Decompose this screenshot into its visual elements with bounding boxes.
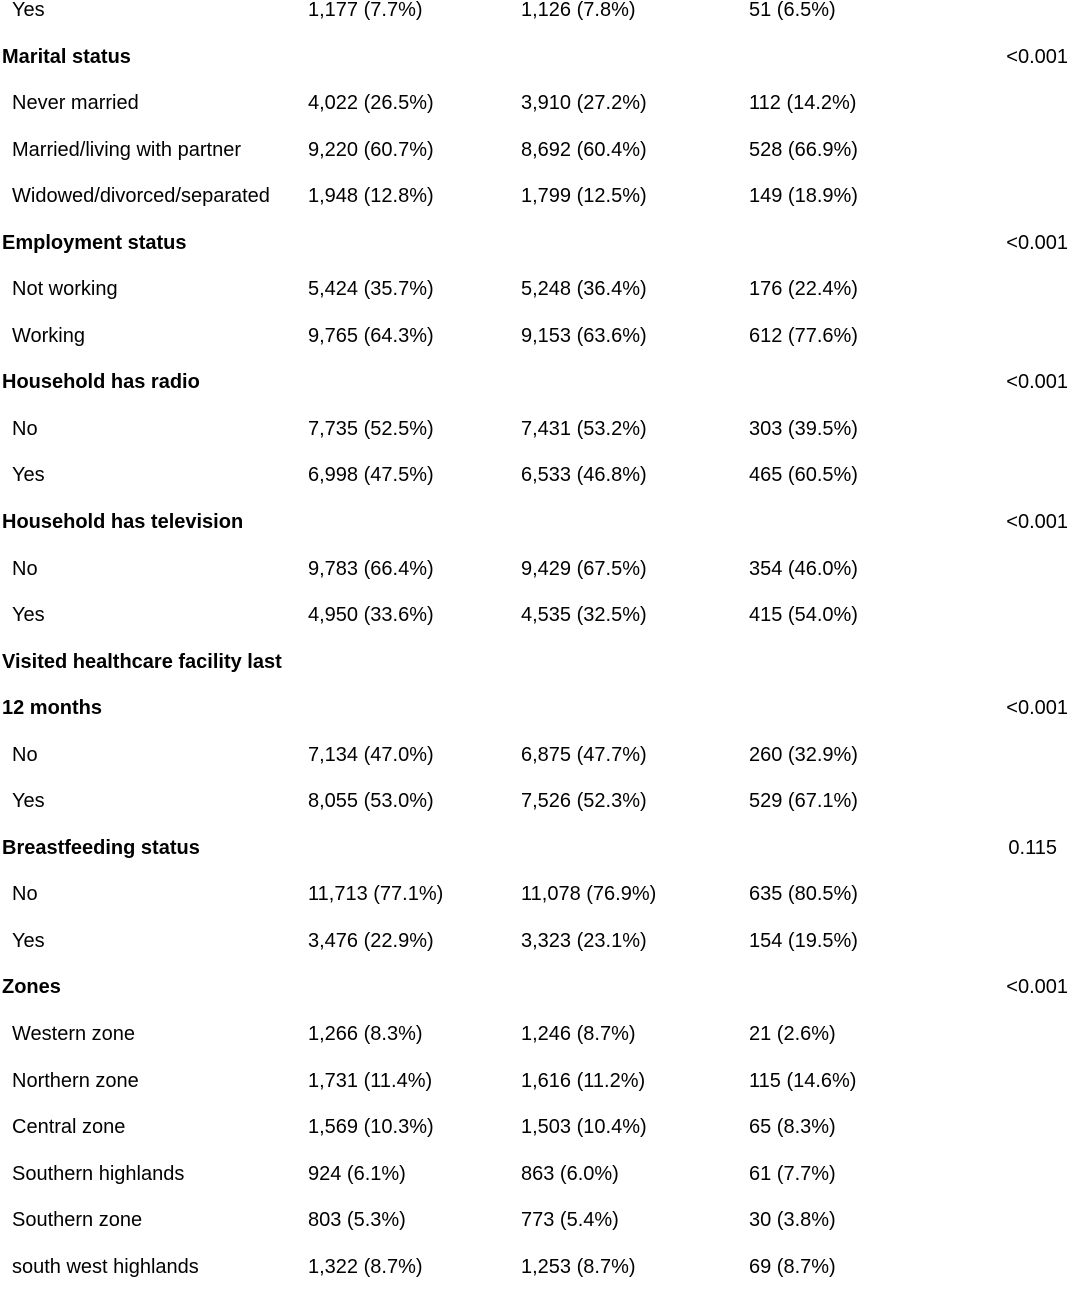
group-b-cell: 112 (14.2%) [749,92,857,115]
group-a-cell: 1,246 (8.7%) [521,1023,636,1046]
table-section-header [0,34,1068,81]
group-a-cell: 3,323 (23.1%) [521,929,647,952]
group-b-cell: 354 (46.0%) [749,557,858,580]
group-b-cell: 149 (18.9%) [749,185,858,208]
group-a-cell: 9,429 (67.5%) [521,557,647,580]
table-section-header [0,220,1068,267]
total-cell: 7,735 (52.5%) [308,417,434,440]
total-cell: 7,134 (47.0%) [308,743,434,766]
p-value-cell: <0.001 [1006,697,1068,720]
total-cell: 4,950 (33.6%) [308,604,434,627]
group-a-cell: 5,248 (36.4%) [521,278,647,301]
group-b-cell: 115 (14.6%) [749,1069,857,1092]
group-b-cell: 303 (39.5%) [749,417,858,440]
row-label: Northern zone [12,1069,139,1092]
p-value-cell: <0.001 [1006,371,1068,394]
group-a-cell: 9,153 (63.6%) [521,324,647,347]
group-a-cell: 7,526 (52.3%) [521,790,647,813]
table-row [0,266,1068,313]
row-label: Breastfeeding status [2,836,200,859]
total-cell: 8,055 (53.0%) [308,790,434,813]
group-b-cell: 21 (2.6%) [749,1023,836,1046]
group-a-cell: 7,431 (53.2%) [521,417,647,440]
row-label: Western zone [12,1023,136,1046]
total-cell: 6,998 (47.5%) [308,464,434,487]
table-row [0,1244,1068,1290]
group-a-cell: 6,875 (47.7%) [521,743,647,766]
table-row [0,1011,1068,1058]
row-label: 12 months [2,697,103,720]
group-a-cell: 4,535 (32.5%) [521,604,647,627]
total-cell: 1,177 (7.7%) [308,0,423,21]
total-cell: 803 (5.3%) [308,1209,406,1232]
table-row [0,0,1068,34]
group-b-cell: 528 (66.9%) [749,138,858,161]
table-row [0,313,1068,360]
table-section-header [0,825,1068,872]
table-row [0,173,1068,220]
group-a-cell: 1,126 (7.8%) [521,0,636,21]
row-label: Southern highlands [12,1162,185,1185]
group-b-cell: 61 (7.7%) [749,1162,836,1185]
table-row [0,732,1068,779]
row-label: Southern zone [12,1209,143,1232]
p-value-cell: 0.115 [1008,836,1057,859]
table-row [0,1197,1068,1244]
row-label: Visited healthcare facility last [2,650,282,673]
group-b-cell: 65 (8.3%) [749,1116,836,1139]
p-value-cell: <0.001 [1006,511,1068,534]
table-row [0,1104,1068,1151]
table-section-header [0,685,1068,732]
table-row [0,406,1068,453]
row-label: Marital status [2,45,131,68]
group-b-cell: 51 (6.5%) [749,0,836,21]
group-a-cell: 1,503 (10.4%) [521,1116,647,1139]
row-label: Married/living with partner [12,138,241,161]
group-a-cell: 1,799 (12.5%) [521,185,647,208]
row-label: Household has television [2,511,244,534]
group-b-cell: 529 (67.1%) [749,790,858,813]
total-cell: 1,948 (12.8%) [308,185,434,208]
total-cell: 9,783 (66.4%) [308,557,434,580]
group-b-cell: 69 (8.7%) [749,1255,836,1278]
p-value-cell: <0.001 [1006,976,1068,999]
row-label: Yes [12,464,45,487]
total-cell: 11,713 (77.1%) [308,883,444,906]
row-label: No [12,883,38,906]
total-cell: 5,424 (35.7%) [308,278,434,301]
row-label: Yes [12,929,45,952]
table-row [0,778,1068,825]
row-label: Not working [12,278,118,301]
group-a-cell: 863 (6.0%) [521,1162,619,1185]
table-row [0,1058,1068,1105]
table-section-header [0,499,1068,546]
group-a-cell: 3,910 (27.2%) [521,92,647,115]
group-a-cell: 1,253 (8.7%) [521,1255,636,1278]
group-a-cell: 1,616 (11.2%) [521,1069,646,1092]
row-label: Yes [12,790,45,813]
table-row [0,918,1068,965]
table-row [0,80,1068,127]
total-cell: 924 (6.1%) [308,1162,406,1185]
row-label: Employment status [2,231,187,254]
group-b-cell: 465 (60.5%) [749,464,858,487]
table-section-header [0,359,1068,406]
group-a-cell: 773 (5.4%) [521,1209,619,1232]
row-label: south west highlands [12,1255,199,1278]
row-label: No [12,417,38,440]
row-label: Central zone [12,1116,126,1139]
row-label: No [12,743,38,766]
total-cell: 1,569 (10.3%) [308,1116,434,1139]
group-b-cell: 612 (77.6%) [749,324,858,347]
table-row [0,871,1068,918]
row-label: Yes [12,604,45,627]
total-cell: 1,266 (8.3%) [308,1023,423,1046]
total-cell: 3,476 (22.9%) [308,929,434,952]
row-label: Widowed/divorced/separated [12,185,270,208]
group-b-cell: 260 (32.9%) [749,743,858,766]
total-cell: 9,765 (64.3%) [308,324,434,347]
total-cell: 9,220 (60.7%) [308,138,434,161]
table-row [0,1151,1068,1198]
group-b-cell: 176 (22.4%) [749,278,858,301]
total-cell: 1,322 (8.7%) [308,1255,423,1278]
p-value-cell: <0.001 [1006,45,1068,68]
table-row [0,546,1068,593]
group-b-cell: 154 (19.5%) [749,929,858,952]
total-cell: 1,731 (11.4%) [308,1069,433,1092]
row-label: No [12,557,38,580]
table-section-header [0,964,1068,1011]
group-a-cell: 6,533 (46.8%) [521,464,647,487]
table-row [0,452,1068,499]
group-b-cell: 635 (80.5%) [749,883,858,906]
table-row [0,592,1068,639]
row-label: Household has radio [2,371,200,394]
table-section-header [0,639,1068,686]
row-label: Zones [2,976,61,999]
p-value-cell: <0.001 [1006,231,1068,254]
row-label: Working [12,324,85,347]
group-a-cell: 8,692 (60.4%) [521,138,647,161]
total-cell: 4,022 (26.5%) [308,92,434,115]
row-label: Never married [12,92,139,115]
group-b-cell: 30 (3.8%) [749,1209,836,1232]
table-row [0,127,1068,174]
group-a-cell: 11,078 (76.9%) [521,883,657,906]
group-b-cell: 415 (54.0%) [749,604,858,627]
row-label: Yes [12,0,45,21]
